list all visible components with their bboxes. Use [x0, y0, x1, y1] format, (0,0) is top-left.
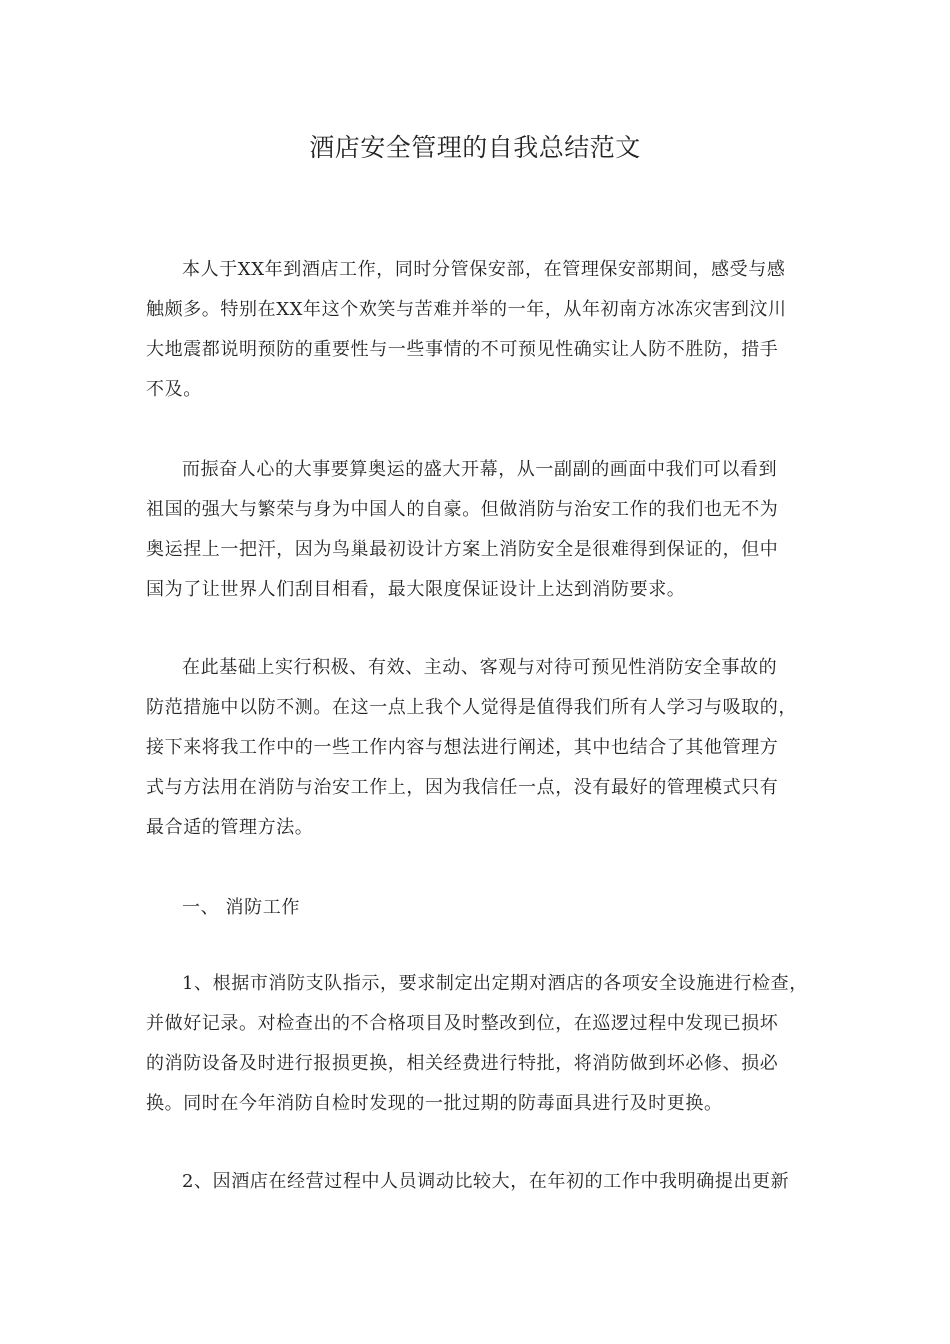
- paragraph-line: 不及。: [146, 379, 202, 400]
- paragraph-line: 触颇多。特别在XX年这个欢笑与苦难并举的一年，从年初南方冰冻灾害到汶川: [146, 299, 787, 320]
- list-item-2: [146, 1162, 816, 1202]
- paragraph-line: 而振奋人心的大事要算奥运的盛大开幕，从一副副的画面中我们可以看到: [182, 459, 778, 480]
- paragraph-1: [146, 250, 816, 410]
- paragraph-line: 接下来将我工作中的一些工作内容与想法进行阐述，其中也结合了其他管理方: [146, 737, 779, 758]
- paragraph-line: 最合适的管理方法。: [146, 817, 314, 838]
- paragraph-line: 祖国的强大与繁荣与身为中国人的自豪。但做消防与治安工作的我们也无不为: [146, 499, 779, 520]
- paragraph-line: 1、根据市消防支队指示，要求制定出定期对酒店的各项安全设施进行检查，: [182, 973, 808, 994]
- paragraph-3: [146, 648, 816, 848]
- paragraph-line: 式与方法用在消防与治安工作上，因为我信任一点，没有最好的管理模式只有: [146, 777, 779, 798]
- paragraph-line: 防范措施中以防不测。在这一点上我个人觉得是值得我们所有人学习与吸取的，: [146, 697, 797, 718]
- paragraph-line: 大地震都说明预防的重要性与一些事情的不可预见性确实让人防不胜防，措手: [146, 339, 779, 360]
- paragraph-line: 并做好记录。对检查出的不合格项目及时整改到位，在巡逻过程中发现已损坏: [146, 1013, 779, 1034]
- paragraph-2: [146, 450, 816, 610]
- paragraph-line: 本人于XX年到酒店工作，同时分管保安部，在管理保安部期间，感受与感: [182, 259, 786, 280]
- section-heading: 一、 消防工作: [182, 897, 300, 918]
- paragraph-line: 奥运捏上一把汗，因为鸟巢最初设计方案上消防安全是很难得到保证的，但中: [146, 539, 779, 560]
- list-item-1: [146, 964, 816, 1124]
- paragraph-line: 国为了让世界人们刮目相看，最大限度保证设计上达到消防要求。: [146, 579, 686, 600]
- paragraph-line: 的消防设备及时进行报损更换，相关经费进行特批，将消防做到坏必修、损必: [146, 1053, 779, 1074]
- paragraph-line: 换。同时在今年消防自检时发现的一批过期的防毒面具进行及时更换。: [146, 1093, 723, 1114]
- paragraph-line: 在此基础上实行积极、有效、主动、客观与对待可预见性消防安全事故的: [182, 657, 778, 678]
- document-title: 酒店安全管理的自我总结范文: [309, 133, 641, 162]
- paragraph-line: 2、因酒店在经营过程中人员调动比较大，在年初的工作中我明确提出更新: [182, 1171, 790, 1192]
